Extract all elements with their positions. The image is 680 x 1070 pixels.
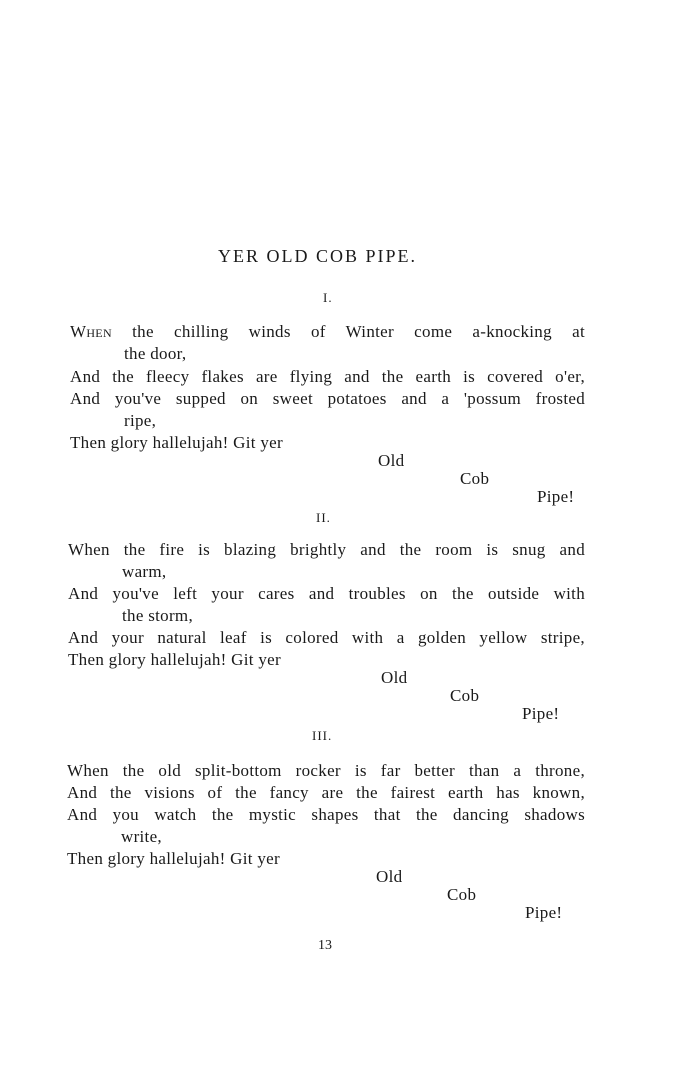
refrain-cob: Cob	[447, 885, 477, 904]
poem-line: And your natural leaf is colored with a golden yellow stripe,	[68, 628, 585, 647]
refrain-pipe: Pipe!	[537, 487, 575, 506]
poem-line: When the fire is blazing brightly and the room is snug and	[68, 540, 585, 559]
poem-title: YER OLD COB PIPE.	[218, 246, 418, 266]
poem-line: When the chilling winds of Winter come a-knocking at	[70, 322, 585, 341]
stanza-numeral: III.	[312, 728, 333, 743]
refrain-cob: Cob	[460, 469, 490, 488]
poem-line: warm,	[122, 562, 167, 581]
poem-line: ripe,	[124, 411, 157, 430]
poem-line: And the fleecy flakes are flying and the earth is covered o'er,	[70, 367, 585, 386]
refrain-cob: Cob	[450, 686, 480, 705]
poem-line: the door,	[124, 344, 187, 363]
poem-line: And you've supped on sweet potatoes and a 'possum frosted	[70, 389, 585, 408]
poem-line: And you watch the mystic shapes that the dancing shadows	[67, 805, 585, 824]
poem-line: Then glory hallelujah! Git yer	[67, 849, 280, 868]
poem-line: Then glory hallelujah! Git yer	[70, 433, 283, 452]
poem-line: the storm,	[122, 606, 193, 625]
stanza-numeral: I.	[323, 290, 333, 305]
poem-line: And you've left your cares and troubles on the outside with	[68, 584, 585, 603]
drop-word: When	[70, 322, 112, 341]
poem-line: And the visions of the fancy are the fairest earth has known,	[67, 783, 585, 802]
poem-line: write,	[121, 827, 162, 846]
poem-line: Then glory hallelujah! Git yer	[68, 650, 281, 669]
page-number: 13	[318, 938, 332, 953]
refrain-old: Old	[381, 668, 408, 687]
stanza-numeral: II.	[316, 510, 331, 525]
refrain-old: Old	[376, 867, 403, 886]
refrain-pipe: Pipe!	[522, 704, 560, 723]
refrain-old: Old	[378, 451, 405, 470]
poem-line: When the old split-bottom rocker is far better than a throne,	[67, 761, 585, 780]
refrain-pipe: Pipe!	[525, 903, 563, 922]
